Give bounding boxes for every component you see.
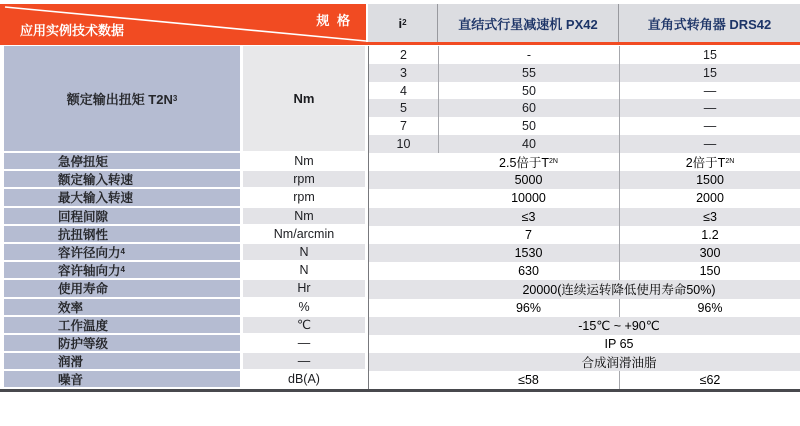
torque-row xyxy=(369,99,800,117)
spec-unit: — xyxy=(243,335,365,353)
span-value-cell: -15℃ ~ +90℃ xyxy=(578,319,660,334)
i2-cell: 7 xyxy=(400,119,407,134)
spec-label: 容许径向力 4 xyxy=(4,244,240,262)
span-value-cell: 20000(连续运转降低使用寿命50%) xyxy=(522,283,716,298)
drs42-cell: — xyxy=(619,135,800,153)
spec-row-permissible-radial-force xyxy=(0,244,800,262)
spec-unit: rpm xyxy=(243,171,365,189)
spec-unit: % xyxy=(243,299,365,317)
column-header-drs42: 直角式转角器 DRS42 xyxy=(618,4,800,42)
i2-ghost-cell xyxy=(369,208,438,226)
spec-row-lubrication xyxy=(0,353,800,371)
table-header-row xyxy=(0,4,800,42)
drs42-cell: 300 xyxy=(619,244,800,262)
spec-label xyxy=(4,280,240,298)
drs42-cell: — xyxy=(619,82,800,100)
i2-cell: 10 xyxy=(396,137,411,152)
drs42-cell: ≤62 xyxy=(619,371,800,389)
spec-row-rated-input-speed xyxy=(0,171,800,189)
i2-ghost-cell xyxy=(369,280,438,298)
spec-unit: Nm xyxy=(243,153,365,171)
i2-ghost-cell xyxy=(369,262,438,280)
spec-label xyxy=(4,226,240,244)
spec-row-service-life xyxy=(0,280,800,298)
spec-unit: rpm xyxy=(243,189,365,207)
i2-label: i xyxy=(398,15,403,31)
spec-unit: Nm/arcmin xyxy=(243,226,365,244)
drs42-cell: 15 xyxy=(619,64,800,82)
i2-ghost-cell xyxy=(369,189,438,207)
spec-unit: N xyxy=(243,244,365,262)
rated-torque-label: 额定输出扭矩 T2N 3 xyxy=(4,46,240,153)
rated-torque-label-text: 额定输出扭矩 T2N xyxy=(66,92,173,107)
spec-label-text: 效率 xyxy=(58,300,84,315)
spec-values xyxy=(368,317,800,335)
spec-row-max-input-speed xyxy=(0,189,800,207)
i2-ghost-cell xyxy=(369,335,438,353)
spec-row-permissible-axial-force xyxy=(0,262,800,280)
i2-ghost-cell xyxy=(369,171,438,189)
spec-label-text: 容许轴向力 xyxy=(58,264,121,279)
spec-values xyxy=(368,244,800,262)
drs42-cell: 15 xyxy=(619,46,800,64)
spec-values xyxy=(368,171,800,189)
px42-cell: 630 xyxy=(518,264,539,279)
drs42-cell: 1.2 xyxy=(619,226,800,244)
spec-values xyxy=(368,262,800,280)
i2-ghost-cell xyxy=(369,371,438,389)
i2-ghost-cell xyxy=(369,226,438,244)
torque-row xyxy=(369,82,800,100)
torque-row xyxy=(369,135,800,153)
torque-row xyxy=(369,117,800,135)
i2-cell: 5 xyxy=(400,101,407,116)
spec-label-text: 工作温度 xyxy=(58,318,109,333)
spec-label xyxy=(4,317,240,335)
corner-col-axis-label: 规 格 xyxy=(316,13,352,28)
px42-cell: 1530 xyxy=(514,246,543,261)
spec-table xyxy=(0,4,800,392)
px42-cell: 40 xyxy=(438,135,619,153)
spec-unit: — xyxy=(243,353,365,371)
spec-label-text: 防护等级 xyxy=(58,336,109,351)
px42-cell: 60 xyxy=(438,99,619,117)
spec-unit: ℃ xyxy=(243,317,365,335)
spec-label xyxy=(4,171,240,189)
spec-label xyxy=(4,189,240,207)
spec-row-backlash xyxy=(0,208,800,226)
spec-label-text: 最大输入转速 xyxy=(58,191,134,206)
drs42-cell: 2000 xyxy=(619,189,800,207)
spec-label-text: 回程间隙 xyxy=(58,209,109,224)
spec-label xyxy=(4,299,240,317)
rated-torque-section xyxy=(0,46,800,153)
spec-label-text: 噪音 xyxy=(58,373,84,388)
spec-label-text: 抗扭钢性 xyxy=(58,227,109,242)
torque-row xyxy=(369,64,800,82)
corner-row-axis-label: 应用实例技术数据 xyxy=(20,23,125,38)
px42-cell: 10000 xyxy=(511,191,546,206)
i2-cell: 4 xyxy=(400,83,407,98)
drs42-cell: 96% xyxy=(619,299,800,317)
px42-cell: 96% xyxy=(515,300,542,315)
i2-ghost-cell xyxy=(369,244,438,262)
rated-torque-values xyxy=(368,46,800,153)
span-value-cell: 合成润滑油脂 xyxy=(581,356,657,371)
px42-cell: ≤58 xyxy=(518,373,539,388)
px42-cell: 5000 xyxy=(514,173,543,188)
i2-cell: 2 xyxy=(400,47,407,62)
spec-row-protection-class xyxy=(0,335,800,353)
spec-label xyxy=(4,353,240,371)
spec-row-noise xyxy=(0,371,800,389)
spec-label xyxy=(4,153,240,171)
i2-ghost-cell xyxy=(369,299,438,317)
spec-label xyxy=(4,208,240,226)
drs42-cell: 1500 xyxy=(619,171,800,189)
spec-label-text: 容许径向力 xyxy=(58,246,121,261)
spec-values xyxy=(368,335,800,353)
px42-cell: 55 xyxy=(438,64,619,82)
spec-label: 容许轴向力 4 xyxy=(4,262,240,280)
i2-cell: 3 xyxy=(400,65,407,80)
px42-cell: 7 xyxy=(525,227,532,242)
drs42-cell: 150 xyxy=(619,262,800,280)
spec-label-text: 使用寿命 xyxy=(58,282,109,297)
spec-values xyxy=(368,208,800,226)
spec-row-emergency-stop-torque xyxy=(0,153,800,171)
i2-ghost-cell xyxy=(369,153,438,171)
table-corner-header xyxy=(0,4,366,42)
px42-cell: 50 xyxy=(438,82,619,100)
spec-values xyxy=(368,153,800,171)
spec-unit: N xyxy=(243,262,365,280)
spec-row-torsional-rigidity xyxy=(0,226,800,244)
px42-cell: 50 xyxy=(438,117,619,135)
spec-label-text: 急停扭矩 xyxy=(58,155,109,170)
column-header-i2: i 2 xyxy=(368,4,437,42)
spec-values xyxy=(368,371,800,389)
spec-unit: Nm xyxy=(243,208,365,226)
drs42-cell: — xyxy=(619,99,800,117)
spec-row-operating-temperature xyxy=(0,317,800,335)
spec-unit: dB(A) xyxy=(243,371,365,389)
spec-values xyxy=(368,189,800,207)
table-bottom-rule xyxy=(0,389,800,392)
px42-cell: - xyxy=(438,46,619,64)
spec-label-text: 额定输入转速 xyxy=(58,173,134,188)
spec-label xyxy=(4,371,240,389)
px42-cell: 2.5倍于T 2N xyxy=(438,153,619,171)
spec-values xyxy=(368,353,800,371)
rated-torque-unit: Nm xyxy=(243,46,365,153)
px42-value: 2.5倍于T xyxy=(499,156,550,171)
column-header-px42: 直结式行星减速机 PX42 xyxy=(437,4,618,42)
drs42-cell: 2倍于T 2N xyxy=(619,153,800,171)
header-accent-rule xyxy=(0,42,800,45)
span-value-cell: IP 65 xyxy=(604,336,634,351)
drs42-cell: ≤3 xyxy=(619,208,800,226)
drs42-value: 2倍于T xyxy=(685,156,726,171)
torque-row xyxy=(369,46,800,64)
spec-row-efficiency xyxy=(0,299,800,317)
i2-ghost-cell xyxy=(369,317,438,335)
i2-ghost-cell xyxy=(369,353,438,371)
spec-unit: Hr xyxy=(243,280,365,298)
spec-values xyxy=(368,280,800,298)
px42-cell: ≤3 xyxy=(521,209,536,224)
spec-values xyxy=(368,226,800,244)
spec-label xyxy=(4,335,240,353)
spec-values xyxy=(368,299,800,317)
spec-label-text: 润滑 xyxy=(58,355,84,370)
drs42-cell: — xyxy=(619,117,800,135)
